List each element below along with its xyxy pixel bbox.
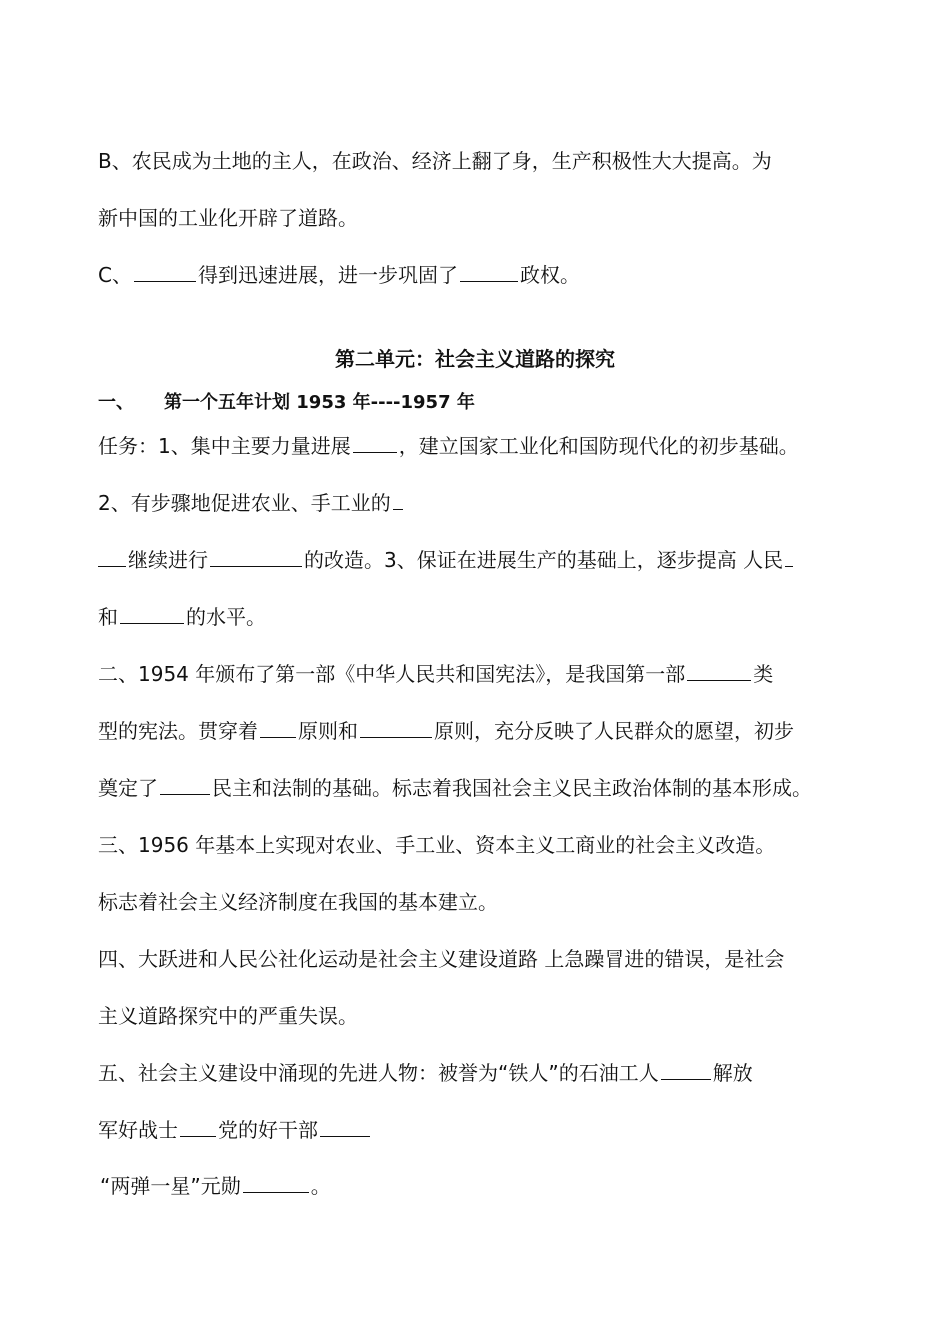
section-c-line bbox=[98, 261, 580, 289]
unit-title: 第二单元：社会主义道路的探究 bbox=[335, 347, 615, 371]
task-line-2-text: 2、有步骤地促进农业、手工业的 bbox=[98, 491, 391, 515]
fill-blank bbox=[210, 546, 302, 567]
item2-line-1 bbox=[98, 660, 773, 688]
task-line-2 bbox=[98, 489, 405, 517]
task-line-1-text-b: ，建立国家工业化和国防现代化的初步基础。 bbox=[398, 434, 799, 458]
item5-line-1-text-a: 五、社会主义建设中涌现的先进人物：被誉为“铁人”的石油工人 bbox=[98, 1061, 659, 1085]
section-c-suffix: 政权。 bbox=[519, 263, 580, 287]
item3-line-1: 三、1956 年基本上实现对农业、手工业、资本主义工商业的社会主义改造。 bbox=[98, 833, 776, 857]
item2-line-3 bbox=[98, 774, 812, 802]
fill-blank bbox=[687, 660, 751, 681]
section-b-line-2: 新中国的工业化开辟了道路。 bbox=[98, 206, 358, 230]
fill-blank bbox=[260, 717, 296, 738]
fill-blank bbox=[98, 546, 126, 567]
fill-blank bbox=[180, 1116, 216, 1137]
item1-heading bbox=[98, 390, 475, 416]
item5-line-3-text-b: 。 bbox=[310, 1174, 331, 1198]
item2-line-2-text-b: 原则和 bbox=[298, 719, 358, 743]
item1-number: 一、 bbox=[98, 392, 134, 413]
section-c-prefix: C、 bbox=[98, 263, 132, 287]
fill-blank bbox=[661, 1059, 711, 1080]
fill-blank bbox=[243, 1172, 309, 1193]
task-line-3 bbox=[98, 546, 795, 574]
item2-line-3-text-b: 民主和法制的基础。标志着我国社会主义民主政治体制的基本形成。 bbox=[212, 776, 812, 800]
task-line-4-text-b: 的水平。 bbox=[186, 605, 266, 629]
task-line-1-text-a: 任务：1、集中主要力量进展 bbox=[98, 434, 351, 458]
item4-line-1: 四、大跃进和人民公社化运动是社会主义建设道路 上急躁冒进的错误，是社会 bbox=[98, 947, 785, 971]
section-b-line-1: B、农民成为土地的主人，在政治、经济上翻了身，生产积极性大大提高。为 bbox=[98, 149, 772, 173]
item2-line-1-text-a: 二、1954 年颁布了第一部《中华人民共和国宪法》，是我国第一部 bbox=[98, 662, 686, 686]
item2-line-1-text-b: 类 bbox=[753, 662, 774, 686]
item5-line-3 bbox=[100, 1172, 331, 1200]
fill-blank bbox=[785, 546, 793, 567]
fill-blank bbox=[320, 1116, 370, 1137]
item3-line-2: 标志着社会主义经济制度在我国的基本建立。 bbox=[98, 890, 498, 914]
item5-line-2-text-b: 党的好干部 bbox=[218, 1118, 318, 1142]
item4-line-2: 主义道路探究中的严重失误。 bbox=[98, 1004, 358, 1028]
task-line-1 bbox=[98, 432, 799, 460]
item2-line-3-text-a: 奠定了 bbox=[98, 776, 158, 800]
item5-line-1 bbox=[98, 1059, 753, 1087]
item5-line-2-text-a: 军好战士 bbox=[98, 1118, 178, 1142]
item2-line-2-text-a: 型的宪法。贯穿着 bbox=[98, 719, 258, 743]
section-c-mid: 得到迅速进展，进一步巩固了 bbox=[197, 263, 458, 287]
item5-line-1-text-b: 解放 bbox=[712, 1061, 753, 1085]
fill-blank bbox=[360, 717, 432, 738]
fill-blank bbox=[460, 261, 518, 282]
item5-line-2 bbox=[98, 1116, 372, 1144]
fill-blank bbox=[393, 489, 403, 510]
fill-blank bbox=[134, 261, 196, 282]
item1-title: 第一个五年计划 1953 年----1957 年 bbox=[164, 392, 475, 413]
item5-line-3-text-a: “两弹一星”元勋 bbox=[100, 1174, 241, 1198]
fill-blank bbox=[353, 432, 397, 453]
task-line-4-text-a: 和 bbox=[98, 605, 118, 629]
task-line-4 bbox=[98, 603, 266, 631]
task-line-3-text-a: 继续进行 bbox=[128, 548, 208, 572]
fill-blank bbox=[120, 603, 184, 624]
task-line-3-text-b: 的改造。3、保证在进展生产的基础上，逐步提高 人民 bbox=[304, 548, 784, 572]
fill-blank bbox=[160, 774, 210, 795]
item2-line-2 bbox=[98, 717, 794, 745]
item2-line-2-text-c: 原则，充分反映了人民群众的愿望，初步 bbox=[434, 719, 794, 743]
